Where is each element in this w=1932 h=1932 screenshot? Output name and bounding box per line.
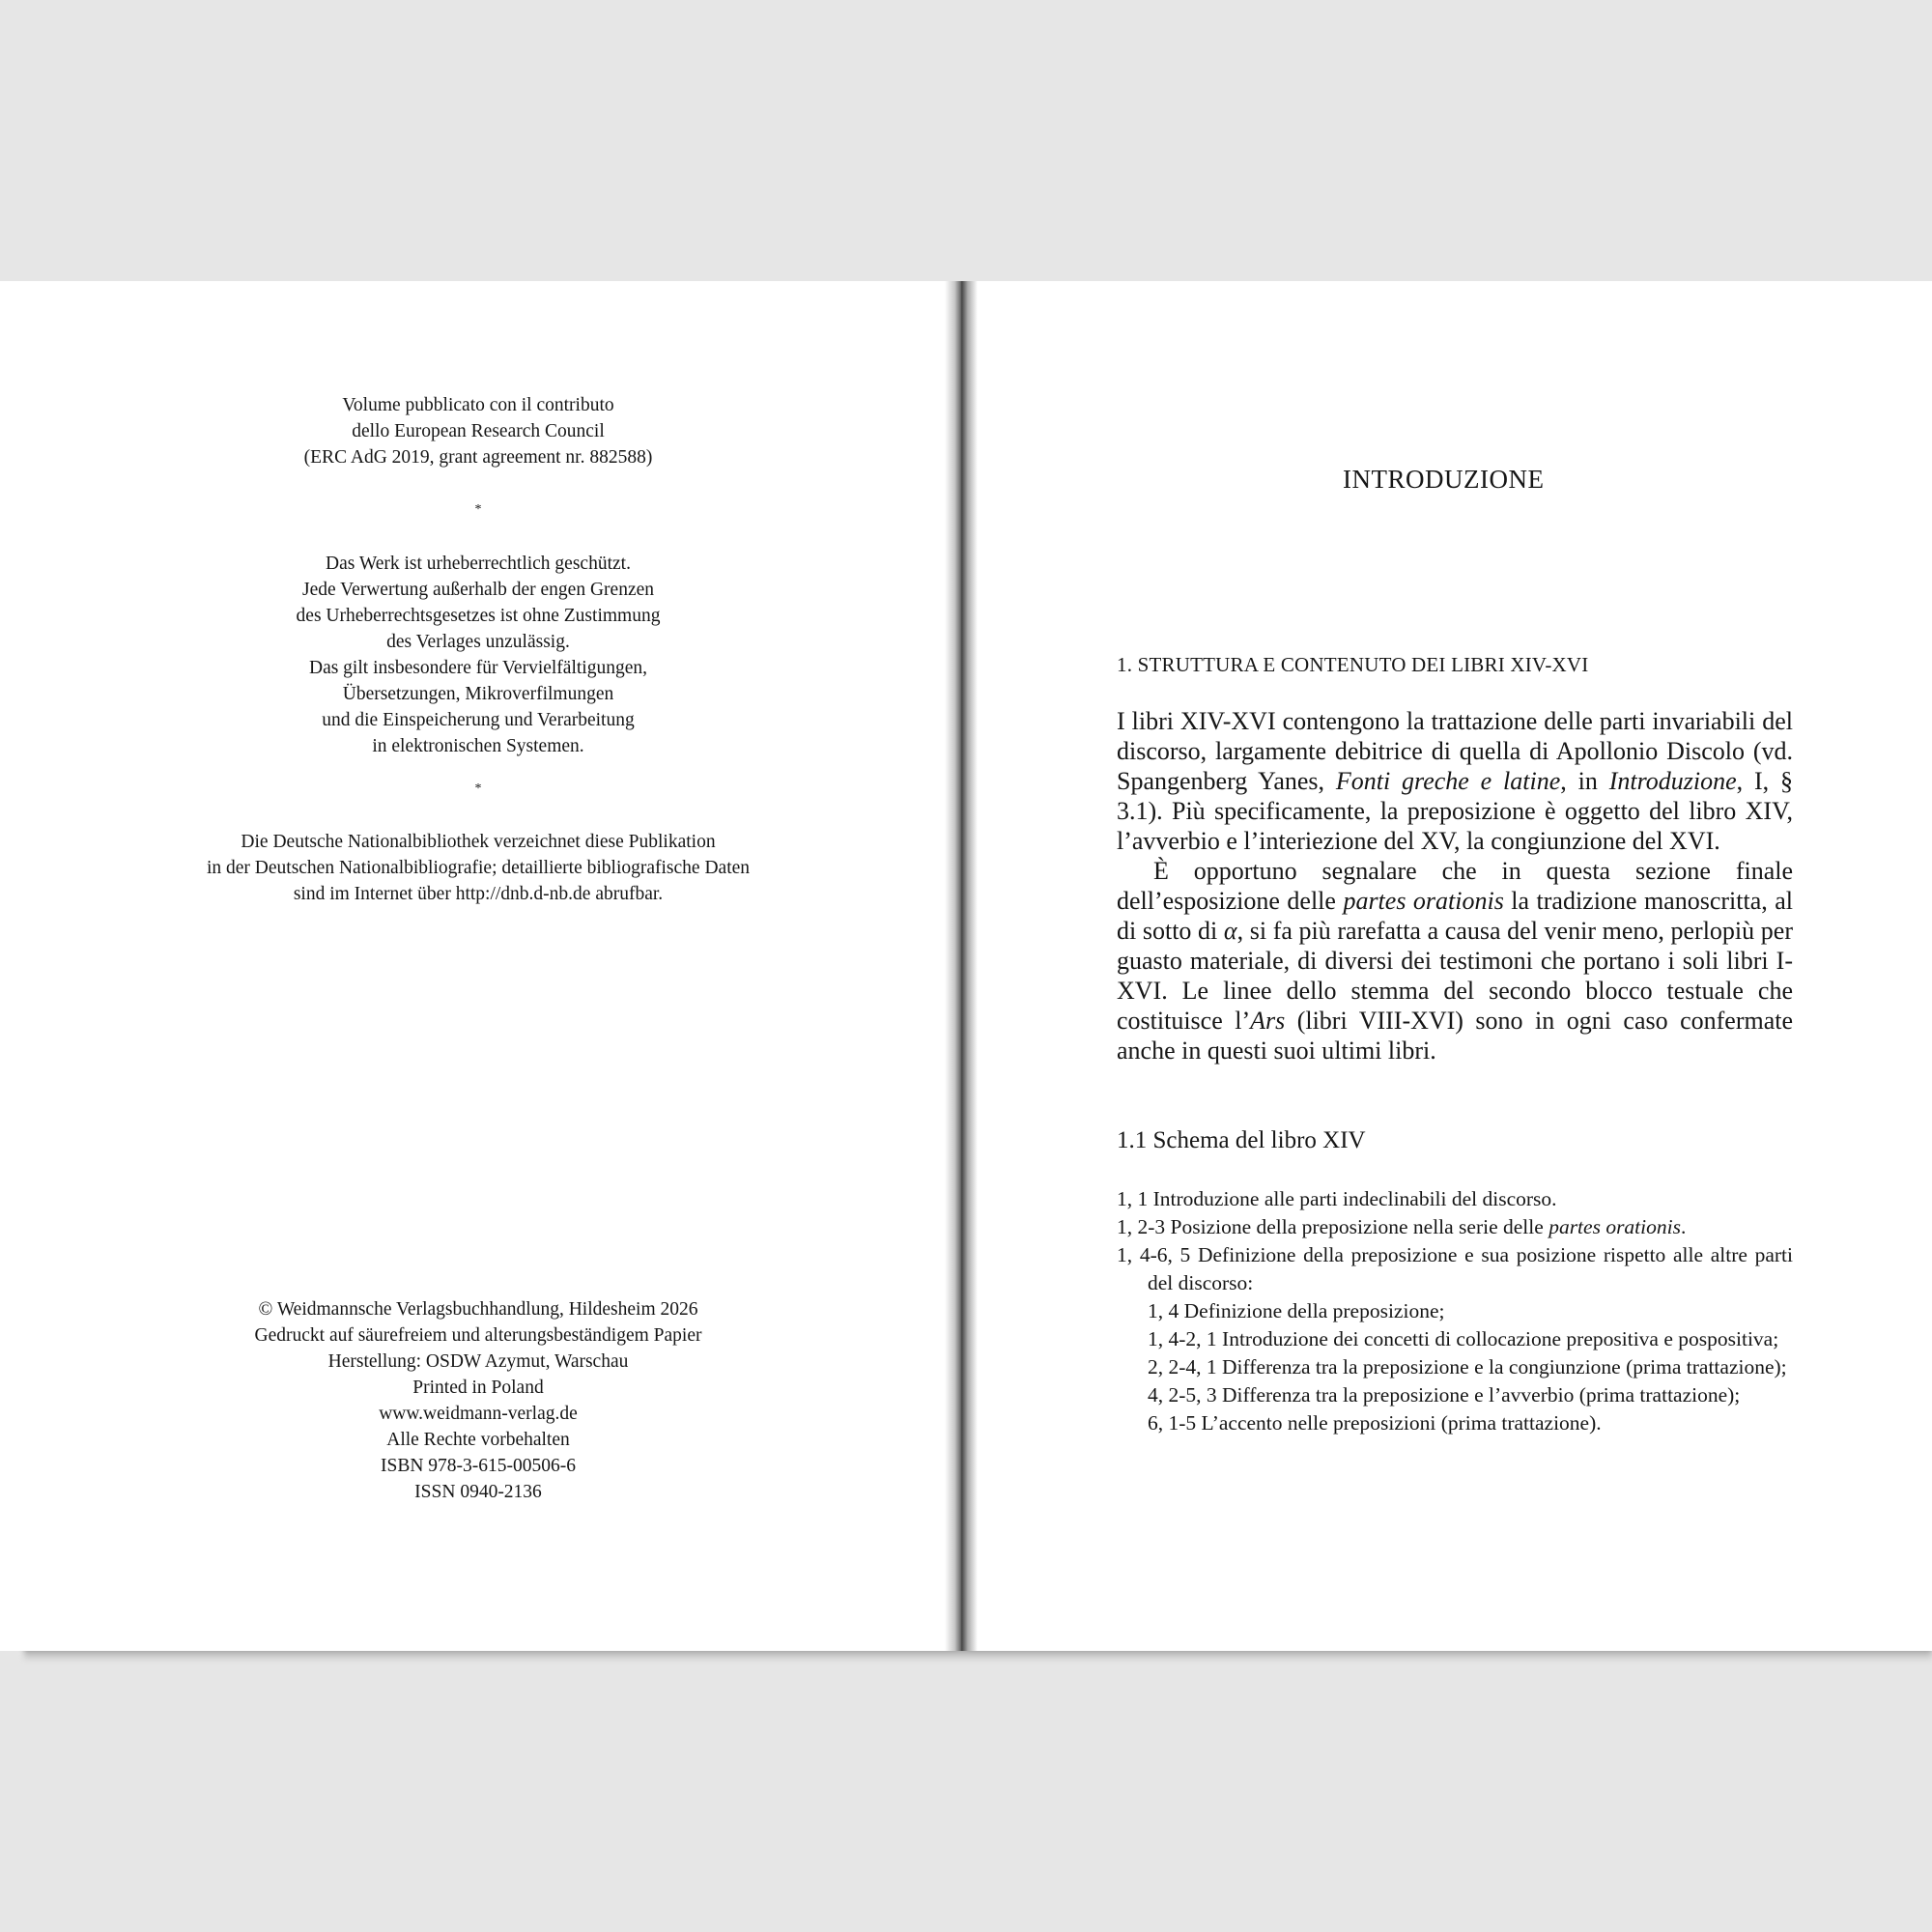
dnb-line: sind im Internet über http://dnb.d-nb.de abrufbar. — [293, 884, 664, 904]
text-run: la tradizione manoscritta, al di sotto di — [1117, 887, 1793, 945]
imprint-line: Printed in Poland — [412, 1378, 544, 1398]
schema-sub-item: 1, 4-2, 1 Introduzione dei concetti di collocazione prepositiva e pospositiva; — [1148, 1327, 1779, 1350]
paragraph — [1117, 706, 1793, 856]
schema-sub-item: 1, 4 Definizione della preposizione; — [1148, 1299, 1445, 1322]
copyright-line: Das Werk ist urheberrechtlich geschützt. — [326, 554, 631, 574]
text-run: , si fa più rarefatta a causa del venir meno, perlopiù per guasto materiale, di diversi dei testimoni che portano i soli libri I-XVI. Le linee dello stemma del secondo blocco testuale che costituisce l’ — [1117, 917, 1793, 1035]
paragraph — [1117, 856, 1793, 1065]
imprint-line: Herstellung: OSDW Azymut, Warschau — [327, 1351, 629, 1372]
text-run: , in — [1560, 767, 1609, 795]
copyright-line: Das gilt insbesondere für Vervielfältigungen, — [308, 658, 647, 678]
schema-sub-item: 6, 1-5 L’accento nelle preposizioni (prima trattazione). — [1148, 1411, 1602, 1435]
text-run: (libri VIII-XVI) sono in ogni caso confermate anche in questi suoi ultimi libri. — [1117, 1007, 1793, 1065]
copyright-line: Übersetzungen, Mikroverfilmungen — [342, 684, 614, 704]
imprint-line: ISSN 0940-2136 — [414, 1482, 542, 1502]
body-text — [1117, 706, 1793, 1065]
separator-star: * — [474, 781, 482, 796]
funding-note — [0, 392, 956, 470]
funding-line: (ERC AdG 2019, grant agreement nr. 882588) — [303, 447, 653, 468]
schema-item: 1, 1 Introduzione alle parti indeclinabili del discorso. — [1117, 1187, 1557, 1210]
funding-line: dello European Research Council — [352, 421, 605, 441]
funding-line: Volume pubblicato con il contributo — [342, 395, 614, 415]
schema-sub-item: 4, 2-5, 3 Differenza tra la preposizione e l’avverbio (prima trattazione); — [1148, 1383, 1741, 1406]
imprint-line: © Weidmannsche Verlagsbuchhandlung, Hildesheim 2026 — [258, 1299, 698, 1320]
subsection-heading: 1.1 Schema del libro XIV — [1117, 1127, 1366, 1153]
copyright-notice — [0, 551, 956, 759]
text-run: , I, § 3.1). Più specificamente, la preposizione è oggetto del libro XIV, l’avverbio e l’interiezione del XV, la congiunzione del XVI. — [1117, 767, 1793, 855]
section-heading: 1. STRUTTURA E CONTENUTO DEI LIBRI XIV-XVI — [1117, 653, 1589, 676]
separator-star: * — [474, 502, 482, 517]
text-run: È opportuno segnalare che in questa sezione finale dell’esposizione delle — [1117, 857, 1793, 915]
italic-run: Ars — [1250, 1007, 1286, 1035]
imprint-line: Alle Rechte vorbehalten — [386, 1430, 570, 1450]
text-run: 1, 2-3 Posizione della preposizione nella serie delle — [1117, 1215, 1549, 1238]
copyright-line: Jede Verwertung außerhalb der engen Grenzen — [301, 580, 655, 600]
dnb-notice — [0, 829, 956, 907]
copyright-line: in elektronischen Systemen. — [372, 736, 584, 756]
text-run: . — [1680, 1215, 1687, 1238]
schema-sub-item: 2, 2-4, 1 Differenza tra la preposizione e la congiunzione (prima trattazione); — [1148, 1355, 1787, 1378]
italic-run: partes orationis — [1548, 1215, 1681, 1238]
imprint-line: Gedruckt auf säurefreiem und alterungsbeständigem Papier — [254, 1325, 702, 1346]
italic-run: Introduzione — [1608, 767, 1737, 795]
copyright-line: und die Einspeicherung und Verarbeitung — [322, 710, 635, 730]
dnb-line: Die Deutsche Nationalbibliothek verzeichnet diese Publikation — [241, 832, 716, 852]
text-run: I libri XIV-XVI contengono la trattazione delle parti invariabili del discorso, largamente debitrice di quella di Apollonio Discolo (vd. Spangenberg Yanes, — [1117, 707, 1793, 795]
copyright-line: des Urheberrechtsgesetzes ist ohne Zustimmung — [296, 606, 661, 626]
schema-item — [1117, 1213, 1793, 1241]
copyright-line: des Verlages unzulässig. — [386, 632, 570, 652]
chapter-title: INTRODUZIONE — [1343, 465, 1545, 494]
schema-item: 1, 4-6, 5 Definizione della preposizione e sua posizione rispetto alle altre parti del discorso: — [1117, 1243, 1793, 1294]
italic-run: α — [1223, 917, 1237, 945]
imprint — [0, 1296, 956, 1505]
imprint-line: ISBN 978-3-615-00506-6 — [380, 1456, 577, 1476]
italic-run: Fonti greche e latine — [1335, 767, 1561, 795]
schema-list — [1117, 1185, 1793, 1437]
dnb-line: in der Deutschen Nationalbibliografie; detaillierte bibliografische Daten — [206, 858, 751, 878]
imprint-line: www.weidmann-verlag.de — [379, 1404, 578, 1424]
italic-run: partes orationis — [1343, 887, 1504, 915]
